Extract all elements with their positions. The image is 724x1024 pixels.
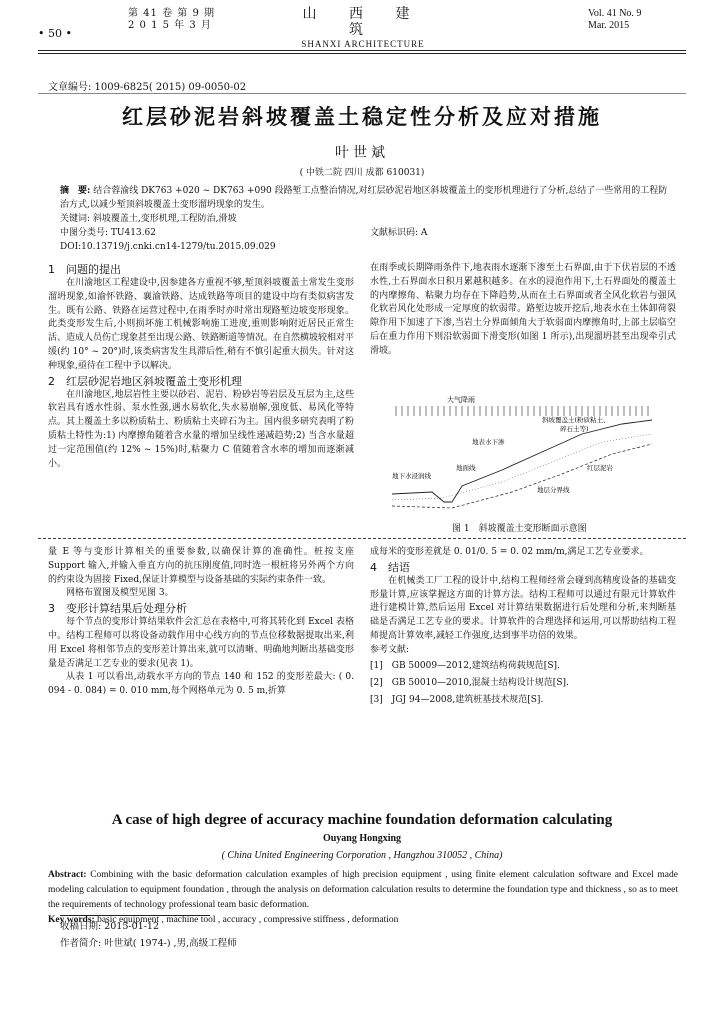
reference-item: [2] GB 50010—2010,混凝土结构设计规范[S].	[370, 677, 569, 688]
volume-cn: 第 41 卷 第 9 期	[128, 8, 215, 19]
references-label: 参考文献:	[370, 644, 410, 655]
abstract-text: 结合蓉渝线 DK763 +020 ~ DK763 +090 段路堑工点整治情况,对红层砂泥岩地区斜坡覆盖土的变形机理进行了分析,总结了一些常用的工程防治方式,以减少堑顶斜坡覆盖土变形溜坍现象的发生。	[60, 186, 668, 210]
figure-label-interface: 地层分界线	[537, 486, 570, 494]
journal-name-en: SHANXI ARCHITECTURE	[301, 39, 425, 49]
abstract-block	[60, 184, 670, 254]
right-column-lower	[370, 546, 676, 709]
groundwater-line	[392, 434, 652, 500]
keywords-label: 关键词:	[60, 214, 91, 224]
article-title: 红层砂泥岩斜坡覆盖土稳定性分析及应对措施	[122, 105, 602, 129]
footnote-rule	[60, 915, 210, 916]
doi: DOI:10.13719/j.cnki.cn14-1279/tu.2015.09.029	[60, 242, 276, 252]
classification-row	[60, 226, 670, 240]
section-3-paragraph: 每个节点的变形计算结果软件会汇总在表格中,可将其转化到 Excel 表格中。结构工程师可以将设备动载作用中心线方向的节点位移数据提取出来,利用 Excel 将相邻节点的变形差计算出来,就可以清晰、明确地判断出基础变形量是否满足工艺专业的要求(见表 1)。	[48, 617, 354, 669]
journal-name	[288, 6, 438, 50]
document-code: 文献标识码: A	[370, 228, 428, 238]
section-3-heading: 3 变形计算结果后处理分析	[48, 602, 187, 616]
english-keywords-text: basic equipment , machine tool , accuracy , compressive stiffness , deformation	[97, 915, 399, 925]
ground-line	[392, 420, 652, 502]
continued-paragraph-2: 网格布置图及模型见图 3。	[66, 588, 174, 599]
section-1-paragraph: 在川渝地区工程建设中,因参建各方重视不够,堑顶斜坡覆盖土常发生变形溜坍现象,如渝怀铁路、襄渝铁路、达成铁路等项目的建设中均有类似病害发生。既有公路、铁路在运营过程中,在雨季时亦时常出现路堑边坡变形现象。此类变形发生后,小则损坏施工机械影响施工进度,重则影响附近居民正常生活、造成人员伤亡现象甚至出现公路、铁路断道等情况。在自然横坡较相对平缓(约 10° ~ 20°)时,该类病害发生具滞后性,稍有不慎引起重大损失。针对这种现象,亟待在工程中予以解决。	[48, 278, 355, 371]
article-number: 文章编号: 1009-6825( 2015) 09-0050-02	[48, 82, 247, 93]
journal-name-cn: 山 西 建 筑	[302, 6, 424, 38]
author-bio: 作者简介: 叶世斌( 1974-) ,男,高级工程师	[60, 938, 237, 949]
article-rule	[38, 93, 686, 94]
figure-label-red-rock: 红层泥岩	[587, 464, 613, 472]
abstract-label: 摘 要:	[60, 186, 91, 196]
continued-paragraph-right: 成每米的变形差就是 0. 01/0. 5 = 0. 02 mm/m,满足工艺专业要求。	[370, 547, 649, 557]
continuation-divider	[38, 538, 686, 539]
english-affiliation: ( China United Engineering Corporation , Hangzhou 310052 , China)	[221, 850, 503, 861]
reference-item: [1] GB 50009—2012,建筑结构荷载规范[S].	[370, 660, 560, 671]
figure-label-cover-2: 碎石土等)	[560, 425, 589, 433]
figure-label-rain: 大气降雨	[447, 396, 475, 404]
section-4-heading: 4 结语	[370, 560, 410, 574]
date-cn: 2 0 1 5 年 3 月	[128, 20, 212, 31]
figure-label-cover: 斜坡覆盖土(粉质粘土、	[542, 416, 610, 424]
clc-number: 中图分类号: TU413.62	[60, 228, 156, 238]
section-2-heading: 2 红层砂泥岩地区斜坡覆盖土变形机理	[48, 374, 242, 388]
reference-item: [3] JGJ 94—2008,建筑桩基技术规范[S].	[370, 694, 544, 705]
affiliation: ( 中铁二院 四川 成都 610031)	[299, 168, 425, 178]
section-2-paragraph: 在川渝地区,地层岩性主要以砂岩、泥岩、粉砂岩等岩层及互层为主,这些软岩具有透水性弱、泵水性强,遇水易软化,失水易崩解,强度低、易风化等特点。其上覆盖土多以粉质粘土、粉质粘土夹碎石为主。国内很多研究表明了粉质粘土特性为:1) 内摩擦角随着含水量的增加呈线性递减趋势;2) 当含水量超过一定范围值(约 12% ~ 15%)时,粘聚力 C 值随着含水率的增加而逐渐减小。	[48, 389, 355, 469]
author-name: 叶世斌	[335, 145, 389, 161]
rain-arrows	[396, 406, 648, 416]
english-title: A case of high degree of accuracy machine foundation deformation calculating	[111, 812, 613, 828]
conclusion-paragraph: 在机械类工厂工程的设计中,结构工程师经常会碰到高精度设备的基础变形量计算,应该掌握这方面的计算方法。结构工程师可以通过有限元计算软件进行建模计算,然后运用 Excel 对计算结果数据进行后处理和分析,来判断基础是否满足工艺专业的要求。计算软件的合理选择和运用,可以帮助结构工程师提高计算效率,减轻工作强度,达到事半功倍的效果。	[370, 575, 676, 641]
section-2-paragraph-cont: 在雨季或长期降雨条件下,地表雨水逐渐下渗至土石界面,由于下伏岩层的不透水性,土石界面水日积月累越积越多。在水的浸泡作用下,土石界面处的覆盖土的内摩擦角、粘聚力均存在下降趋势,从而在土石界面或者全风化软岩与强风化软岩风化处形成一定厚度的软弱带。路堑边坡开挖后,地表水在土体卸荷裂隙作用下加速了下渗,当岩土分界面倾角大于软弱面内摩擦角时,上部土层临空后在重力作用下则沿软弱面下滑变形(如图 1 所示),出现溜坍甚至出现牵引式滑坡。	[370, 263, 676, 356]
english-keywords-label: Key words:	[48, 915, 95, 925]
figure-label-ground-line: 地面线	[456, 464, 476, 472]
continued-paragraph-1: 量 E 等与变形计算相关的重要参数,以确保计算的准确性。桩按支座 Support 输入,并输入垂直方向的抗压刚度值,同时选一根桩将另外两个方向的约束设为固接 Fixed,保证计算模型与设备基础的实际约束条件一致。	[48, 547, 354, 585]
footnote	[60, 918, 237, 952]
issue-info-en	[588, 8, 641, 32]
page-number: • 50 •	[38, 27, 72, 40]
figure-1-diagram	[392, 394, 672, 519]
date-en: Mar. 2015	[588, 20, 630, 31]
keywords	[60, 212, 670, 226]
issue-info-cn	[128, 8, 215, 32]
volume-en: Vol. 41 No. 9	[588, 8, 642, 19]
left-column-lower	[48, 546, 354, 699]
section-1-heading: 1 问题的提出	[48, 263, 121, 276]
english-author: Ouyang Hongxing	[322, 833, 402, 844]
english-abstract-label: Abstract:	[48, 870, 87, 880]
english-abstract	[48, 868, 678, 913]
figure-label-groundwater: 地下水浸润线	[392, 472, 431, 480]
header-rule	[38, 50, 686, 51]
english-abstract-text: Combining with the basic deformation calculation examples of high precision equipment , using finite element calculation software and Excel made modeling calculation to equipment foundation , through the analysis on deformation calculation results to determine the foundation type and thickness , so as to meet the requirements of technology professional team basic deformation.	[48, 870, 678, 910]
keywords-text: 斜坡覆盖土,变形机理,工程防治,滑坡	[92, 214, 237, 224]
figure-1-caption: 图 1 斜坡覆盖土变形断面示意图	[452, 524, 587, 534]
left-column-upper	[48, 262, 354, 471]
header-rule-2	[38, 53, 686, 54]
section-3-paragraph-2: 从表 1 可以看出,动载水平方向的节点 140 和 152 的变形差最大: ( 0. 094 - 0. 084) = 0. 010 mm,每个网格单元为 0. 5 m,折算	[48, 672, 354, 697]
abstract	[60, 184, 670, 212]
right-column-upper	[370, 262, 676, 359]
figure-label-surface-water: 地表水下渗	[472, 438, 505, 446]
received-date: 收稿日期: 2015-01-12	[60, 921, 159, 932]
